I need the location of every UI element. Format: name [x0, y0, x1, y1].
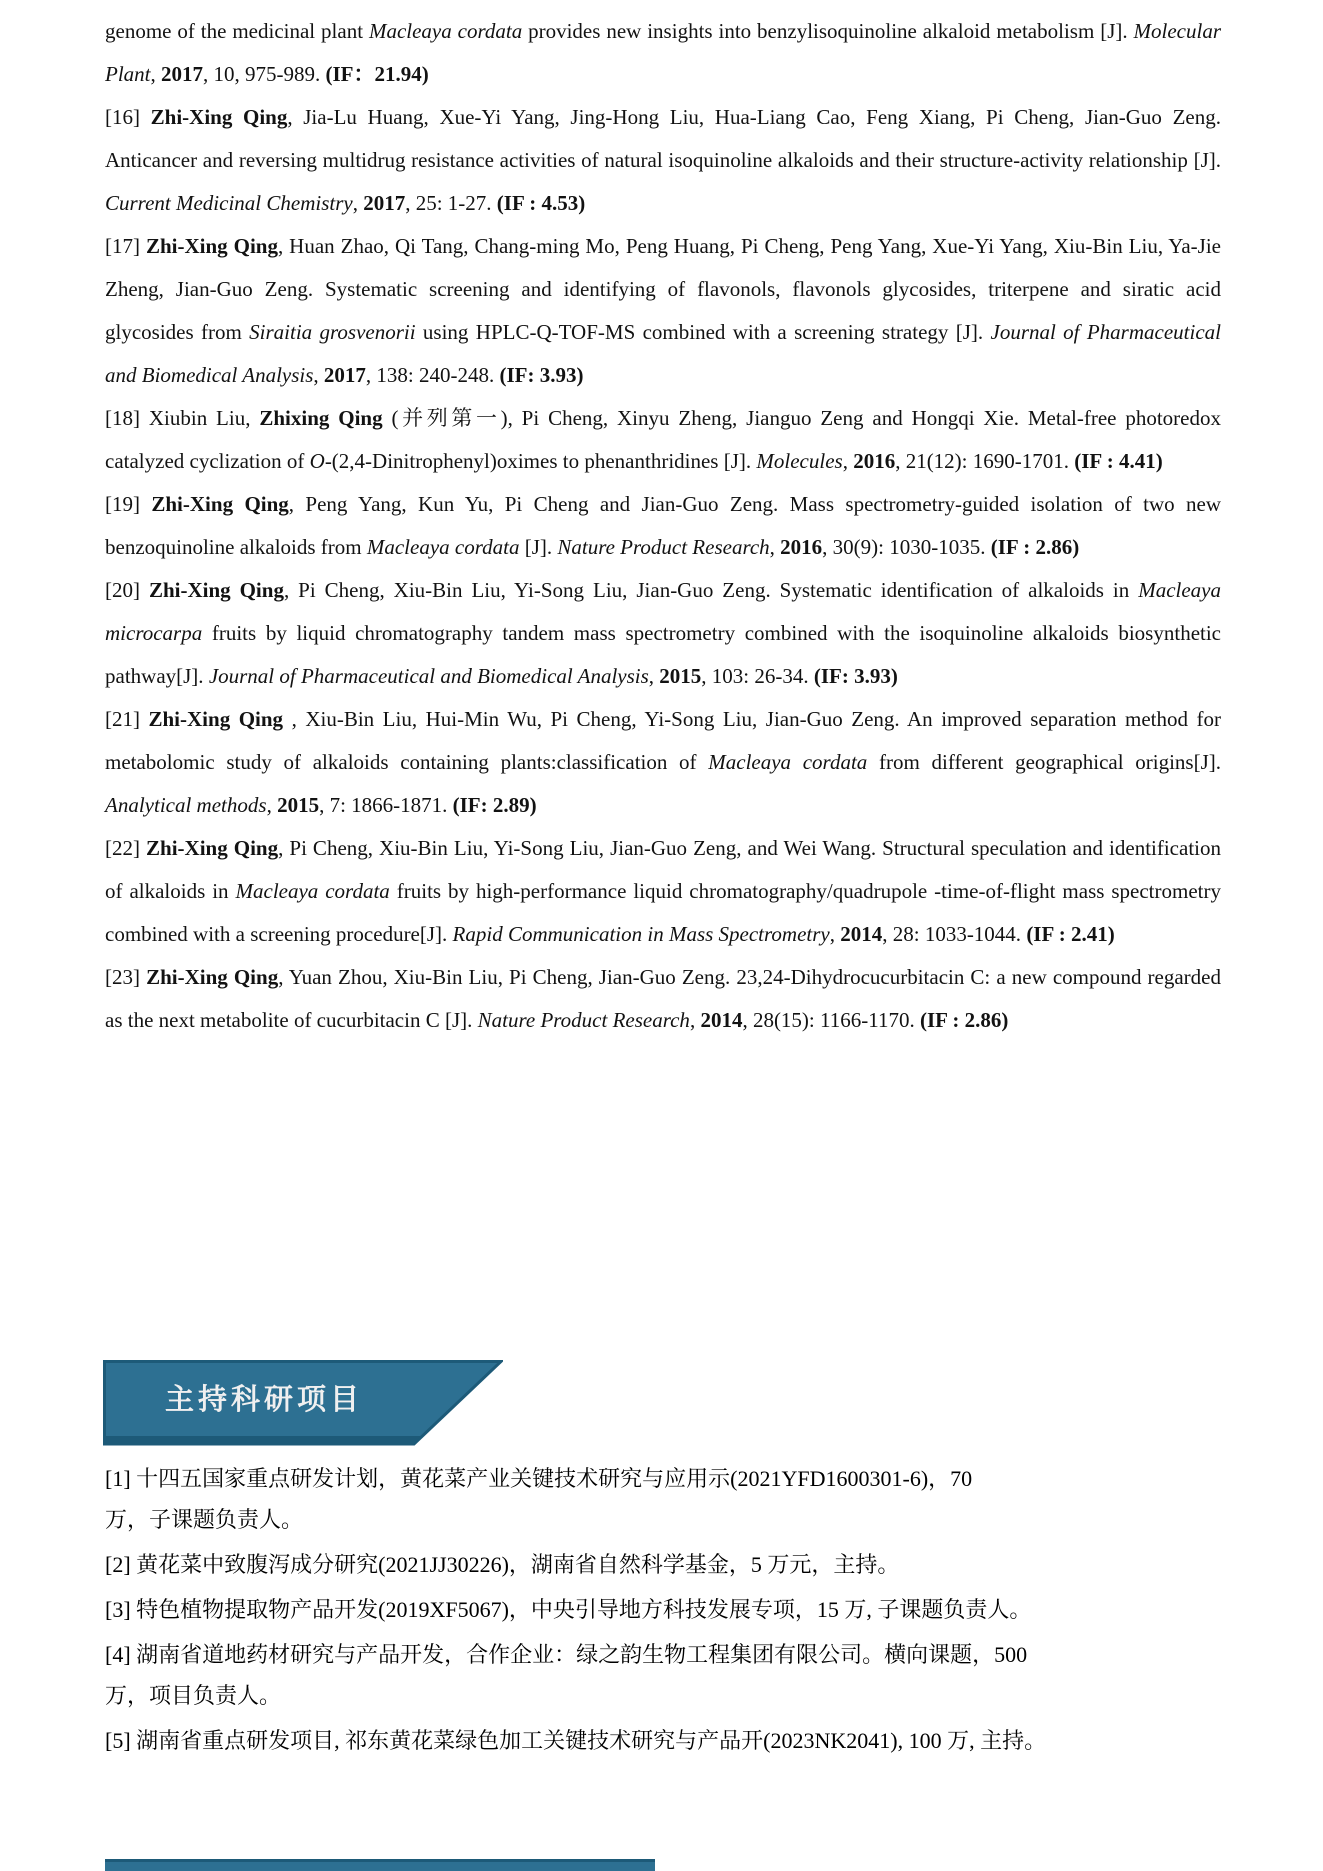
publication-item: [18] Xiubin Liu, Zhixing Qing (并列第一), Pi Cheng, Xinyu Zheng, Jianguo Zeng and Hongqi Xie. Metal-free photoredox catalyzed cyclization of O-(2,4-Dinitrophenyl)oximes to phenanthridines [J]. Molecules, 2016, 21(12): 1690-1701. (IF : 4.41): [105, 406, 1221, 473]
project-item: [1] 十四五国家重点研发计划，黄花菜产业关键技术研究与应用示(2021YFD1600301-6)，70 万，子课题负责人。: [105, 1466, 973, 1532]
project-item: [5] 湖南省重点研发项目, 祁东黄花菜绿色加工关键技术研究与产品开(2023NK2041), 100 万, 主持。: [105, 1728, 1047, 1753]
publications-list: [105, 10, 1221, 1042]
publication-item: genome of the medicinal plant Macleaya cordata provides new insights into benzylisoquinoline alkaloid metabolism [J]. Molecular Plant, 2017, 10, 975-989. (IF：21.94): [105, 19, 1222, 86]
publication-item: [16] Zhi-Xing Qing, Jia-Lu Huang, Xue-Yi Yang, Jing-Hong Liu, Hua-Liang Cao, Feng Xiang, Pi Cheng, Jian-Guo Zeng. Anticancer and reversing multidrug resistance activities of natural isoquinoline alkaloids and their structure-activity relationship [J]. Current Medicinal Chemistry, 2017, 25: 1-27. (IF : 4.53): [105, 105, 1221, 215]
projects-list: [105, 1458, 1225, 1765]
project-item: [2] 黄花菜中致腹泻成分研究(2021JJ30226)，湖南省自然科学基金，5 万元，主持。: [105, 1552, 900, 1577]
section-banner-title: 主持科研项目: [165, 1384, 364, 1416]
project-item: [4] 湖南省道地药材研究与产品开发，合作企业：绿之韵生物工程集团有限公司。横向课题，500 万，项目负责人。: [105, 1642, 1028, 1708]
publication-item: [20] Zhi-Xing Qing, Pi Cheng, Xiu-Bin Liu, Yi-Song Liu, Jian-Guo Zeng. Systematic identification of alkaloids in Macleaya microcarpa fruits by liquid chromatography tandem mass spectrometry combined with the isoquinoline alkaloids biosynthetic pathway[J]. Journal of Pharmaceutical and Biomedical Analysis, 2015, 103: 26-34. (IF: 3.93): [105, 578, 1221, 688]
publication-item: [17] Zhi-Xing Qing, Huan Zhao, Qi Tang, Chang-ming Mo, Peng Huang, Pi Cheng, Peng Yang, Xue-Yi Yang, Xiu-Bin Liu, Ya-Jie Zheng, Jian-Guo Zeng. Systematic screening and identifying of flavonols, flavonols glycosides, triterpene and siratic acid glycosides from Siraitia grosvenorii using HPLC-Q-TOF-MS combined with a screening strategy [J]. Journal of Pharmaceutical and Biomedical Analysis, 2017, 138: 240-248. (IF: 3.93): [105, 234, 1221, 387]
section-banner: [103, 1360, 503, 1446]
publication-item: [23] Zhi-Xing Qing, Yuan Zhou, Xiu-Bin Liu, Pi Cheng, Jian-Guo Zeng. 23,24-Dihydrocucurbitacin C: a new compound regarded as the next metabolite of cucurbitacin C [J]. Nature Product Research, 2014, 28(15): 1166-1170. (IF : 2.86): [105, 965, 1221, 1032]
project-item: [3] 特色植物提取物产品开发(2019XF5067)，中央引导地方科技发展专项，15 万, 子课题负责人。: [105, 1597, 1032, 1622]
publication-item: [21] Zhi-Xing Qing , Xiu-Bin Liu, Hui-Min Wu, Pi Cheng, Yi-Song Liu, Jian-Guo Zeng. An improved separation method for metabolomic study of alkaloids containing plants:classification of Macleaya cordata from different geographical origins[J]. Analytical methods, 2015, 7: 1866-1871. (IF: 2.89): [105, 707, 1221, 817]
next-section-banner-sliver: [105, 1859, 655, 1871]
publication-item: [22] Zhi-Xing Qing, Pi Cheng, Xiu-Bin Liu, Yi-Song Liu, Jian-Guo Zeng, and Wei Wang. Structural speculation and identification of alkaloids in Macleaya cordata fruits by high-performance liquid chromatography/quadrupole -time-of-flight mass spectrometry combined with a screening procedure[J]. Rapid Communication in Mass Spectrometry, 2014, 28: 1033-1044. (IF : 2.41): [105, 836, 1221, 946]
publication-item: [19] Zhi-Xing Qing, Peng Yang, Kun Yu, Pi Cheng and Jian-Guo Zeng. Mass spectrometry-guided isolation of two new benzoquinoline alkaloids from Macleaya cordata [J]. Nature Product Research, 2016, 30(9): 1030-1035. (IF : 2.86): [105, 492, 1221, 559]
